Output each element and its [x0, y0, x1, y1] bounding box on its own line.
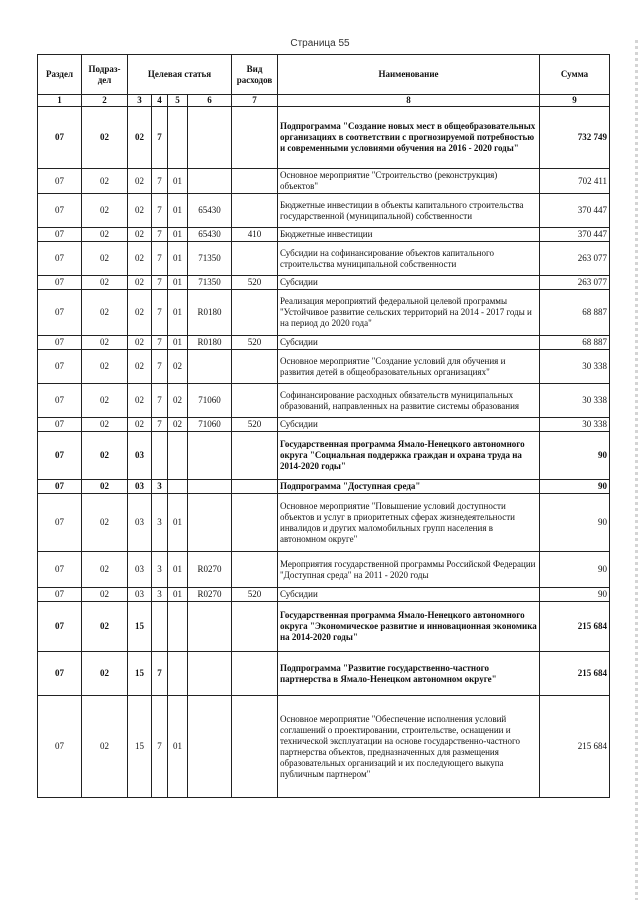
cs-subprogram-cell: 7	[152, 350, 168, 384]
cs-code-cell: R0180	[188, 290, 232, 336]
cs-code-cell: 65430	[188, 228, 232, 242]
table-row	[38, 602, 610, 652]
cs-program-cell: 02	[128, 107, 152, 169]
table-row	[38, 552, 610, 588]
vid-cell: 520	[232, 276, 278, 290]
name-cell: Софинансирование расходных обязательств муниципальных образований, направленных на развитие системы образования	[278, 384, 540, 418]
table-row	[38, 494, 610, 552]
sum-cell: 90	[540, 588, 610, 602]
vid-cell	[232, 432, 278, 480]
cs-subprogram-cell	[152, 602, 168, 652]
cs-code-cell: 71060	[188, 384, 232, 418]
podrazdel-cell: 02	[82, 552, 128, 588]
podrazdel-cell: 02	[82, 588, 128, 602]
cs-code-cell	[188, 480, 232, 494]
cs-subprogram-cell: 7	[152, 652, 168, 696]
razdel-cell: 07	[38, 350, 82, 384]
name-cell: Реализация мероприятий федеральной целевой программы "Устойчивое развитие сельских территорий на 2014 - 2017 годы и на период до 2020 года"	[278, 290, 540, 336]
cs-program-cell: 02	[128, 290, 152, 336]
cs-code-cell: R0180	[188, 336, 232, 350]
table-row	[38, 107, 610, 169]
sum-cell: 30 338	[540, 384, 610, 418]
vid-cell	[232, 194, 278, 228]
vid-cell	[232, 652, 278, 696]
podrazdel-cell: 02	[82, 480, 128, 494]
name-cell: Основное мероприятие "Повышение условий доступности объектов и услуг в приоритетных сферах жизнедеятельности инвалидов и других маломобильных групп населения в автономном округе"	[278, 494, 540, 552]
table-row	[38, 418, 610, 432]
cs-event-cell: 01	[168, 290, 188, 336]
sum-cell: 30 338	[540, 418, 610, 432]
sum-cell: 702 411	[540, 169, 610, 194]
cs-program-cell: 02	[128, 194, 152, 228]
table-row	[38, 350, 610, 384]
vid-cell	[232, 350, 278, 384]
cs-subprogram-cell: 7	[152, 696, 168, 798]
cs-code-cell	[188, 602, 232, 652]
podrazdel-cell: 02	[82, 602, 128, 652]
cs-program-cell: 03	[128, 494, 152, 552]
name-cell: Бюджетные инвестиции в объекты капитального строительства государственной (муниципальной) собственности	[278, 194, 540, 228]
razdel-cell: 07	[38, 652, 82, 696]
cs-program-cell: 15	[128, 696, 152, 798]
razdel-cell: 07	[38, 336, 82, 350]
header-naim: Наименование	[278, 55, 540, 95]
cs-subprogram-cell: 7	[152, 384, 168, 418]
cs-code-cell: 71350	[188, 242, 232, 276]
table-row	[38, 432, 610, 480]
table-row	[38, 242, 610, 276]
name-cell: Подпрограмма "Создание новых мест в общеобразовательных организациях в соответствии с прогнозируемой потребностью и современными условиями обучения на 2016 - 2020 годы"	[278, 107, 540, 169]
table-row	[38, 336, 610, 350]
cs-program-cell: 15	[128, 602, 152, 652]
sum-cell: 263 077	[540, 242, 610, 276]
budget-table	[37, 54, 610, 798]
sum-cell: 30 338	[540, 350, 610, 384]
sum-cell: 90	[540, 432, 610, 480]
column-number-cell: 5	[168, 95, 188, 107]
cs-subprogram-cell: 3	[152, 480, 168, 494]
cs-code-cell	[188, 494, 232, 552]
podrazdel-cell: 02	[82, 242, 128, 276]
cs-subprogram-cell: 7	[152, 336, 168, 350]
podrazdel-cell: 02	[82, 228, 128, 242]
header-razdel: Раздел	[38, 55, 82, 95]
name-cell: Государственная программа Ямало-Ненецкого автономного округа "Социальная поддержка граждан и охрана труда на 2014-2020 годы"	[278, 432, 540, 480]
cs-code-cell: 65430	[188, 194, 232, 228]
vid-cell: 520	[232, 336, 278, 350]
table-row	[38, 696, 610, 798]
column-number-cell: 9	[540, 95, 610, 107]
razdel-cell: 07	[38, 588, 82, 602]
vid-cell	[232, 169, 278, 194]
cs-subprogram-cell: 3	[152, 552, 168, 588]
cs-event-cell	[168, 432, 188, 480]
vid-cell: 520	[232, 588, 278, 602]
vid-cell	[232, 602, 278, 652]
razdel-cell: 07	[38, 169, 82, 194]
razdel-cell: 07	[38, 242, 82, 276]
sum-cell: 215 684	[540, 602, 610, 652]
column-number-cell: 6	[188, 95, 232, 107]
podrazdel-cell: 02	[82, 107, 128, 169]
vid-cell	[232, 480, 278, 494]
sum-cell: 68 887	[540, 336, 610, 350]
cs-program-cell: 02	[128, 276, 152, 290]
razdel-cell: 07	[38, 384, 82, 418]
razdel-cell: 07	[38, 276, 82, 290]
podrazdel-cell: 02	[82, 432, 128, 480]
cs-event-cell: 02	[168, 418, 188, 432]
name-cell: Подпрограмма "Доступная среда"	[278, 480, 540, 494]
cs-subprogram-cell: 7	[152, 107, 168, 169]
razdel-cell: 07	[38, 432, 82, 480]
sum-cell: 732 749	[540, 107, 610, 169]
cs-subprogram-cell: 7	[152, 228, 168, 242]
name-cell: Подпрограмма "Развитие государственно-частного партнерства в Ямало-Ненецком автономном округе"	[278, 652, 540, 696]
table-row	[38, 588, 610, 602]
razdel-cell: 07	[38, 480, 82, 494]
table-row	[38, 652, 610, 696]
sum-cell: 370 447	[540, 194, 610, 228]
cs-event-cell: 01	[168, 169, 188, 194]
vid-cell	[232, 384, 278, 418]
razdel-cell: 07	[38, 602, 82, 652]
cs-subprogram-cell: 7	[152, 418, 168, 432]
table-row	[38, 194, 610, 228]
name-cell: Бюджетные инвестиции	[278, 228, 540, 242]
razdel-cell: 07	[38, 290, 82, 336]
column-number-row	[38, 95, 610, 107]
column-number-cell: 3	[128, 95, 152, 107]
cs-program-cell: 02	[128, 228, 152, 242]
cs-program-cell: 02	[128, 169, 152, 194]
podrazdel-cell: 02	[82, 652, 128, 696]
cs-subprogram-cell: 7	[152, 169, 168, 194]
cs-event-cell	[168, 107, 188, 169]
cs-subprogram-cell: 7	[152, 194, 168, 228]
cs-program-cell: 03	[128, 480, 152, 494]
podrazdel-cell: 02	[82, 290, 128, 336]
cs-program-cell: 02	[128, 242, 152, 276]
podrazdel-cell: 02	[82, 336, 128, 350]
name-cell: Субсидии	[278, 276, 540, 290]
name-cell: Субсидии	[278, 588, 540, 602]
cs-code-cell	[188, 107, 232, 169]
cs-subprogram-cell: 3	[152, 494, 168, 552]
vid-cell	[232, 290, 278, 336]
vid-cell	[232, 242, 278, 276]
sum-cell: 90	[540, 480, 610, 494]
name-cell: Субсидии	[278, 336, 540, 350]
podrazdel-cell: 02	[82, 494, 128, 552]
column-number-cell: 8	[278, 95, 540, 107]
cs-event-cell	[168, 652, 188, 696]
vid-cell	[232, 107, 278, 169]
podrazdel-cell: 02	[82, 276, 128, 290]
cs-program-cell: 02	[128, 336, 152, 350]
cs-subprogram-cell: 7	[152, 290, 168, 336]
razdel-cell: 07	[38, 418, 82, 432]
column-number-cell: 7	[232, 95, 278, 107]
cs-code-cell	[188, 696, 232, 798]
table-row	[38, 276, 610, 290]
cs-event-cell	[168, 602, 188, 652]
cs-event-cell: 01	[168, 194, 188, 228]
cs-event-cell: 02	[168, 350, 188, 384]
razdel-cell: 07	[38, 228, 82, 242]
podrazdel-cell: 02	[82, 384, 128, 418]
cs-code-cell: 71350	[188, 276, 232, 290]
cs-program-cell: 02	[128, 350, 152, 384]
cs-subprogram-cell: 7	[152, 242, 168, 276]
vid-cell	[232, 494, 278, 552]
vid-cell: 520	[232, 418, 278, 432]
column-number-cell: 1	[38, 95, 82, 107]
column-number-cell: 2	[82, 95, 128, 107]
cs-code-cell: 71060	[188, 418, 232, 432]
cs-event-cell: 01	[168, 552, 188, 588]
cs-event-cell: 01	[168, 228, 188, 242]
sum-cell: 68 887	[540, 290, 610, 336]
cs-code-cell: R0270	[188, 552, 232, 588]
cs-subprogram-cell: 7	[152, 276, 168, 290]
table-body	[38, 107, 610, 798]
sum-cell: 90	[540, 494, 610, 552]
table-row	[38, 290, 610, 336]
sum-cell: 215 684	[540, 652, 610, 696]
name-cell: Субсидии	[278, 418, 540, 432]
podrazdel-cell: 02	[82, 418, 128, 432]
cs-event-cell: 01	[168, 588, 188, 602]
razdel-cell: 07	[38, 552, 82, 588]
cs-code-cell	[188, 652, 232, 696]
header-podrazdel: Подраз-дел	[82, 55, 128, 95]
cs-event-cell	[168, 480, 188, 494]
cs-program-cell: 02	[128, 418, 152, 432]
podrazdel-cell: 02	[82, 350, 128, 384]
cs-code-cell	[188, 350, 232, 384]
table-row	[38, 169, 610, 194]
cs-code-cell	[188, 169, 232, 194]
cs-program-cell: 03	[128, 552, 152, 588]
podrazdel-cell: 02	[82, 696, 128, 798]
header-vid: Вид расходов	[232, 55, 278, 95]
vid-cell: 410	[232, 228, 278, 242]
cs-event-cell: 01	[168, 696, 188, 798]
cs-event-cell: 01	[168, 336, 188, 350]
header-celevaya: Целевая статья	[128, 55, 232, 95]
cs-program-cell: 03	[128, 588, 152, 602]
podrazdel-cell: 02	[82, 194, 128, 228]
header-row	[38, 55, 610, 95]
cs-program-cell: 15	[128, 652, 152, 696]
name-cell: Субсидии на софинансирование объектов капитального строительства муниципальной собственности	[278, 242, 540, 276]
page-header: Страница 55	[290, 38, 350, 49]
razdel-cell: 07	[38, 494, 82, 552]
header-summa: Сумма	[540, 55, 610, 95]
sum-cell: 370 447	[540, 228, 610, 242]
cs-subprogram-cell: 3	[152, 588, 168, 602]
razdel-cell: 07	[38, 107, 82, 169]
cs-event-cell: 01	[168, 242, 188, 276]
cs-code-cell: R0270	[188, 588, 232, 602]
name-cell: Основное мероприятие "Строительство (реконструкция) объектов"	[278, 169, 540, 194]
name-cell: Мероприятия государственной программы Российской Федерации "Доступная среда" на 2011 - 2020 годы	[278, 552, 540, 588]
cs-program-cell: 03	[128, 432, 152, 480]
table-row	[38, 228, 610, 242]
table-row	[38, 384, 610, 418]
cs-event-cell: 01	[168, 276, 188, 290]
cs-event-cell: 02	[168, 384, 188, 418]
cs-code-cell	[188, 432, 232, 480]
column-number-cell: 4	[152, 95, 168, 107]
name-cell: Основное мероприятие "Создание условий для обучения и развития детей в общеобразовательных организациях"	[278, 350, 540, 384]
name-cell: Государственная программа Ямало-Ненецкого автономного округа "Экономическое развитие и инновационная экономика на 2014-2020 годы"	[278, 602, 540, 652]
sum-cell: 263 077	[540, 276, 610, 290]
razdel-cell: 07	[38, 696, 82, 798]
vid-cell	[232, 552, 278, 588]
cs-program-cell: 02	[128, 384, 152, 418]
name-cell: Основное мероприятие "Обеспечение исполнения условий соглашений о проектировании, строительстве, оснащении и технической эксплуатации на основе государственно-частного партнерства объектов, предназначенных для размещения образовательных организаций и их последующего выкупа публичным партнером"	[278, 696, 540, 798]
table-row	[38, 480, 610, 494]
scan-edge-decoration	[635, 40, 638, 900]
vid-cell	[232, 696, 278, 798]
sum-cell: 215 684	[540, 696, 610, 798]
cs-subprogram-cell	[152, 432, 168, 480]
podrazdel-cell: 02	[82, 169, 128, 194]
cs-event-cell: 01	[168, 494, 188, 552]
sum-cell: 90	[540, 552, 610, 588]
razdel-cell: 07	[38, 194, 82, 228]
